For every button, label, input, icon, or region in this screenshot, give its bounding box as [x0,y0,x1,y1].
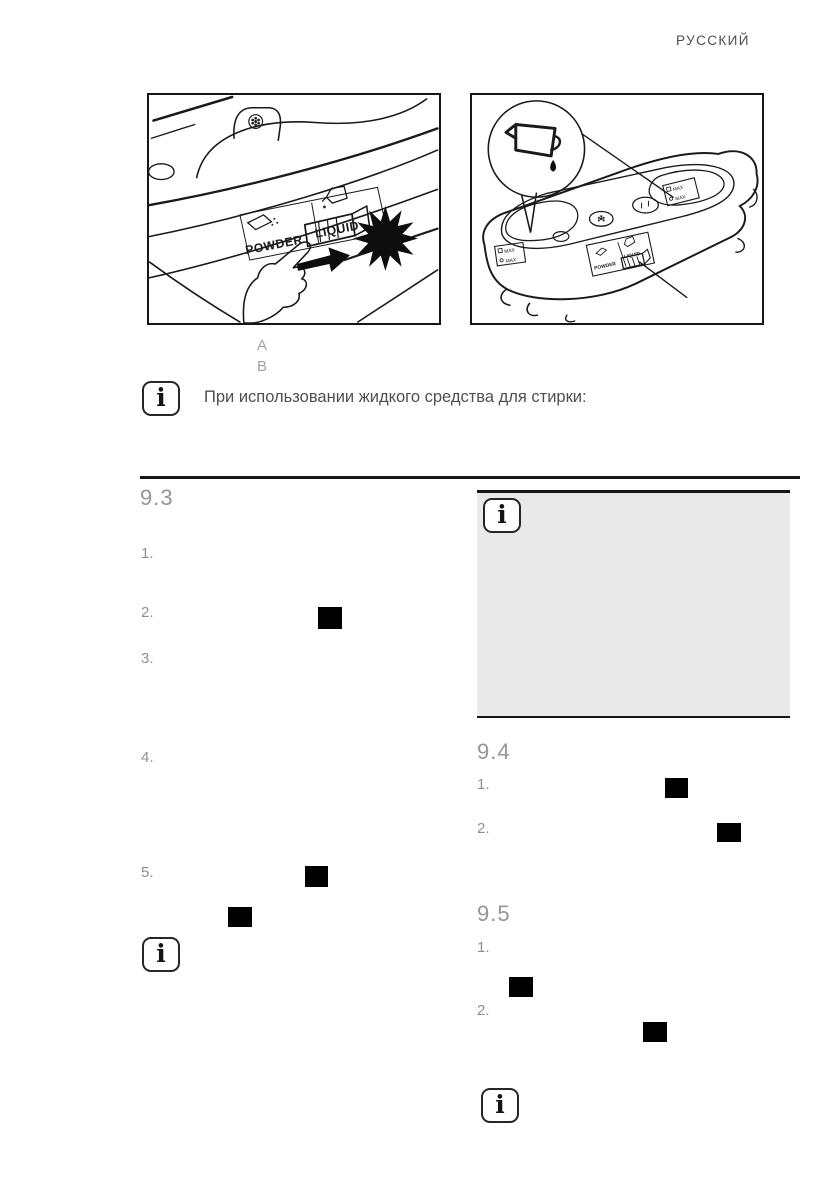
flower-icon-small [598,215,605,221]
detergent-selector-illustration [149,95,439,323]
list-item-number: 4. [141,749,154,766]
drawer-rim [501,165,733,249]
info-icon [142,381,180,416]
list-item-number: 3. [141,650,154,667]
list-item-number: 1. [141,545,154,562]
section-divider [140,476,800,479]
legend-a: A [257,337,268,354]
max-text: MAX [672,185,685,194]
push-arrow-icon [297,247,350,272]
list-item-number: 5. [141,864,154,881]
max-text: MAX [674,195,687,203]
button-glyph-placeholder [509,977,533,997]
callout-pointer [522,193,537,232]
button-glyph-placeholder [228,907,252,927]
max-label-right [663,178,699,206]
liquid-detergent-note: При использовании жидкого средства для стирки: [204,388,587,406]
list-item-number: 1. [477,939,490,956]
button-glyph-placeholder [643,1022,667,1042]
figure-dispenser-drawer [470,93,764,325]
callout-circle [488,101,584,197]
button-glyph-placeholder [305,866,328,887]
info-icon [142,937,180,972]
powder-icon [248,215,278,230]
info-box [477,490,790,718]
section-9-4-number: 9.4 [477,739,511,764]
info-icon [481,1088,519,1123]
info-icon-glyph: i [156,939,166,968]
powder-label: POWDER [244,232,304,258]
button-glyph-placeholder [717,823,741,842]
list-item-number: 2. [141,604,154,621]
section-9-5-number: 9.5 [477,901,511,926]
list-item-number: 2. [477,820,490,837]
mini-selector-panel [586,232,654,276]
drop-icon [550,160,556,172]
button-glyph-placeholder [318,607,342,629]
liquid-label-small: LIQUID [623,251,641,261]
legend-b: B [257,358,268,375]
max-label-left [495,242,526,265]
list-item-number: 2. [477,1002,490,1019]
callout-line-slider [640,262,687,297]
info-icon-glyph: i [495,1090,505,1119]
softener-tab [234,108,281,140]
max-text: MAX [505,258,517,265]
liquid-label: LIQUID [313,218,361,241]
powder-label-small: POWDER [593,262,617,272]
list-item-number: 1. [477,776,490,793]
language-header: РУССКИЙ [676,33,750,48]
callout-line-right [583,134,673,197]
liquid-jug-icon-small [323,186,348,208]
button-glyph-placeholder [665,778,688,798]
info-icon-glyph: i [156,383,166,412]
section-9-3-number: 9.3 [140,485,174,510]
liquid-jug-icon [506,124,560,171]
max-text: MAX [504,248,516,255]
info-icon-glyph: i [497,500,507,529]
siphon-tab [633,197,659,213]
info-icon [483,498,521,533]
figure-detergent-selector [147,93,441,325]
dispenser-drawer-illustration [472,95,762,323]
